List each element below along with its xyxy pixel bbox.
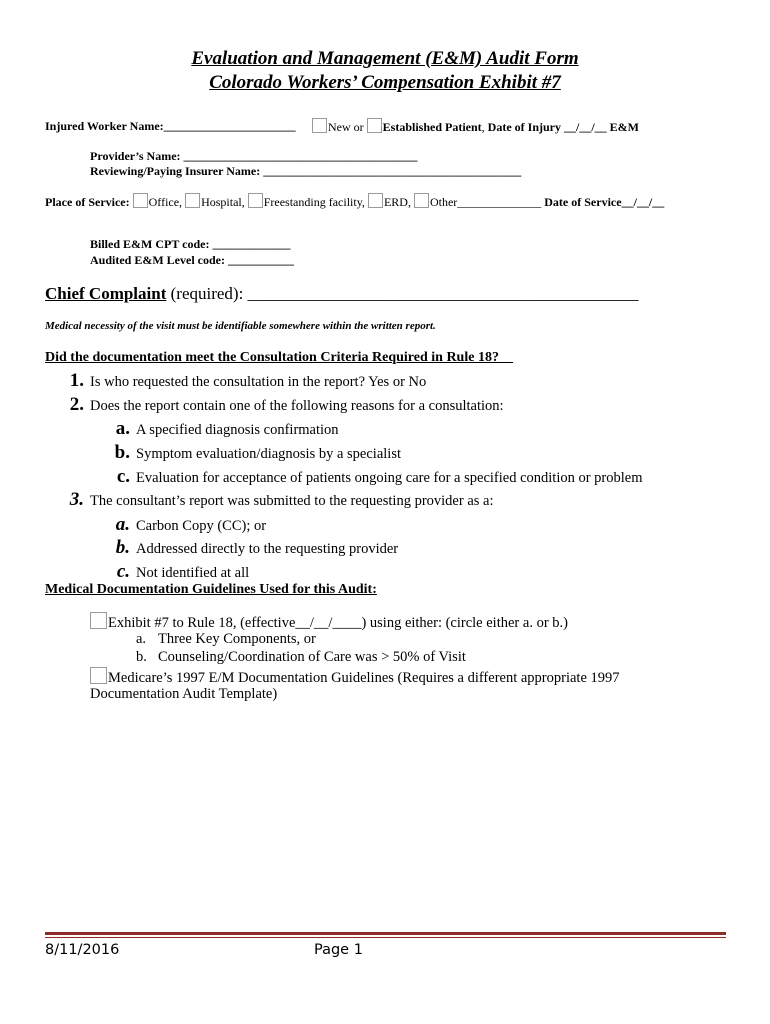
audited-level-code-field: Audited E&M Level code: ___________ (90, 253, 294, 267)
item-text: The consultant’s report was submitted to the requesting provider as a: (90, 493, 494, 509)
other-label: Other______________ (429, 195, 542, 209)
guideline-sub-b (136, 649, 466, 666)
consultation-heading: Did the documentation meet the Consultation Criteria Required in Rule 18?__ (45, 350, 513, 365)
medicare-option (90, 667, 620, 687)
item-letter: b. (114, 442, 130, 463)
medicare-label: Medicare’s 1997 E/M Documentation Guidelines (Requires a different appropriate 1997 (108, 670, 620, 686)
item-text: Symptom evaluation/diagnosis by a specialist (136, 446, 401, 462)
established-patient-checkbox[interactable] (367, 118, 382, 133)
guideline-sub-a (136, 631, 316, 648)
hospital-checkbox[interactable] (185, 193, 200, 208)
established-patient-label: Established Patient (382, 120, 482, 134)
hospital-label: Hospital, (201, 195, 245, 209)
guidelines-heading: Medical Documentation Guidelines Used for this Audit: (45, 582, 377, 597)
item-letter: a. (115, 418, 130, 439)
item-number: 2. (69, 394, 84, 415)
medicare-checkbox[interactable] (90, 667, 107, 684)
submitted-item-c (112, 561, 249, 583)
chief-complaint-suffix: (required): ______________________________________________ (170, 284, 639, 303)
provider-name-field: Provider’s Name: _______________________________________ (90, 149, 418, 163)
new-patient-checkbox[interactable] (312, 118, 327, 133)
other-checkbox[interactable] (414, 193, 429, 208)
medicare-label-continued: Documentation Audit Template) (90, 686, 278, 702)
chief-complaint-label: Chief Complaint (45, 284, 167, 303)
form-subtitle: Colorado Workers’ Compensation Exhibit #7 (209, 72, 561, 93)
date-of-service-field: Date of Service__/__/__ (544, 195, 665, 209)
insurer-name-field: Reviewing/Paying Insurer Name: ___________________________________________ (90, 164, 522, 178)
new-patient-label: New or (328, 120, 364, 134)
exhibit-7-checkbox[interactable] (90, 612, 107, 629)
item-letter: b. (115, 537, 130, 558)
consultation-item-2 (62, 394, 504, 416)
item-text: Three Key Components, or (158, 631, 316, 647)
item-text: Is who requested the consultation in the report? Yes or No (90, 374, 427, 390)
item-text: Not identified at all (136, 565, 250, 581)
place-of-service-label: Place of Service: (45, 195, 130, 209)
medical-necessity-note: Medical necessity of the visit must be identifiable somewhere within the written report. (45, 320, 436, 332)
erd-checkbox[interactable] (368, 193, 383, 208)
footer-page-number: Page 1 (314, 942, 363, 958)
chief-complaint-field (45, 284, 639, 304)
item-letter: a. (136, 631, 147, 647)
date-of-injury-field: Date of Injury __/__/__ E&M (487, 120, 639, 134)
reason-item-b (112, 442, 401, 464)
item-text: Carbon Copy (CC); or (136, 518, 267, 534)
place-of-service-row (45, 193, 664, 210)
billed-cpt-code-field: Billed E&M CPT code: _____________ (90, 237, 291, 251)
item-text: Counseling/Coordination of Care was > 50% of Visit (158, 649, 466, 665)
submitted-item-a (112, 514, 266, 536)
exhibit-7-label: Exhibit #7 to Rule 18, (effective__/__/____) using either: (circle either a. or b.) (108, 615, 568, 631)
submitted-item-b (112, 537, 398, 559)
consultation-item-3 (62, 489, 494, 511)
item-number: 1. (69, 370, 84, 391)
injured-worker-name-field: Injured Worker Name:______________________ (45, 119, 296, 133)
office-checkbox[interactable] (133, 193, 148, 208)
office-label: Office, (148, 195, 183, 209)
item-text: Does the report contain one of the following reasons for a consultation: (90, 398, 504, 414)
consultation-item-1 (62, 370, 426, 392)
erd-label: ERD, (383, 195, 411, 209)
footer-rule-thick (45, 932, 726, 935)
item-number: 3. (69, 489, 84, 510)
item-letter: b. (136, 649, 147, 665)
item-text: Addressed directly to the requesting provider (136, 541, 399, 557)
item-text: Evaluation for acceptance of patients ongoing care for a specified condition or problem (136, 470, 643, 486)
exhibit-7-option (90, 612, 568, 632)
item-letter: c. (116, 561, 130, 582)
form-title: Evaluation and Management (E&M) Audit Form (191, 48, 579, 69)
footer-date: 8/11/2016 (45, 942, 120, 958)
patient-type-row: New or Established Patient, Date of Injury __/__/__ E&M (312, 118, 639, 135)
footer-rule-thin (45, 937, 726, 938)
freestanding-facility-checkbox[interactable] (248, 193, 263, 208)
item-text: A specified diagnosis confirmation (136, 422, 339, 438)
reason-item-c (112, 466, 643, 488)
item-letter: c. (116, 466, 130, 487)
reason-item-a (112, 418, 339, 440)
freestanding-facility-label: Freestanding facility, (263, 195, 365, 209)
item-letter: a. (115, 514, 130, 535)
